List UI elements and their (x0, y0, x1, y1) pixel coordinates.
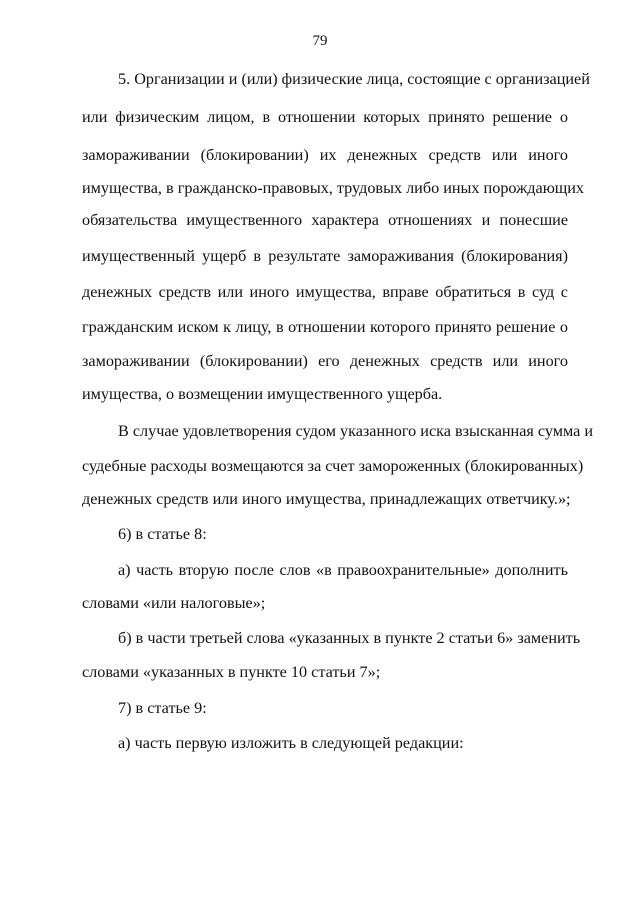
text-line: 6) в статье 8: (118, 525, 207, 543)
text-line: словами «или налоговые»; (82, 594, 266, 612)
text-line: словами «указанных в пункте 10 статьи 7»; (82, 663, 381, 681)
text-line: имущественный ущерб в результате замораживания (блокирования) (82, 247, 568, 265)
text-line: 7) в статье 9: (118, 699, 207, 717)
text-line: а) часть первую изложить в следующей редакции: (118, 734, 464, 752)
text-line: судебные расходы возмещаются за счет замороженных (блокированных) (82, 457, 584, 475)
page-number: 79 (312, 33, 328, 49)
text-line: денежных средств или иного имущества, принадлежащих ответчику.»; (82, 490, 571, 508)
text-line: 5. Организации и (или) физические лица, состоящие с организацией (118, 70, 590, 88)
text-line: В случае удовлетворения судом указанного иска взысканная сумма и (118, 422, 594, 440)
text-line: замораживании (блокировании) их денежных средств или иного (82, 146, 568, 164)
text-line: замораживании (блокировании) его денежных средств или иного (82, 352, 568, 370)
text-line: а) часть вторую после слов «в правоохранительные» дополнить (118, 561, 568, 579)
text-line: или физическим лицом, в отношении которых принято решение о (82, 108, 568, 126)
text-line: денежных средств или иного имущества, вправе обратиться в суд с (82, 283, 568, 301)
text-line: имущества, о возмещении имущественного ущерба. (82, 385, 443, 403)
text-line: обязательства имущественного характера отношениях и понесшие (82, 211, 568, 229)
text-line: б) в части третьей слова «указанных в пункте 2 статьи 6» заменить (118, 629, 581, 647)
text-line: гражданским иском к лицу, в отношении которого принято решение о (82, 318, 568, 336)
text-line: имущества, в гражданско-правовых, трудовых либо иных порождающих (82, 179, 585, 197)
